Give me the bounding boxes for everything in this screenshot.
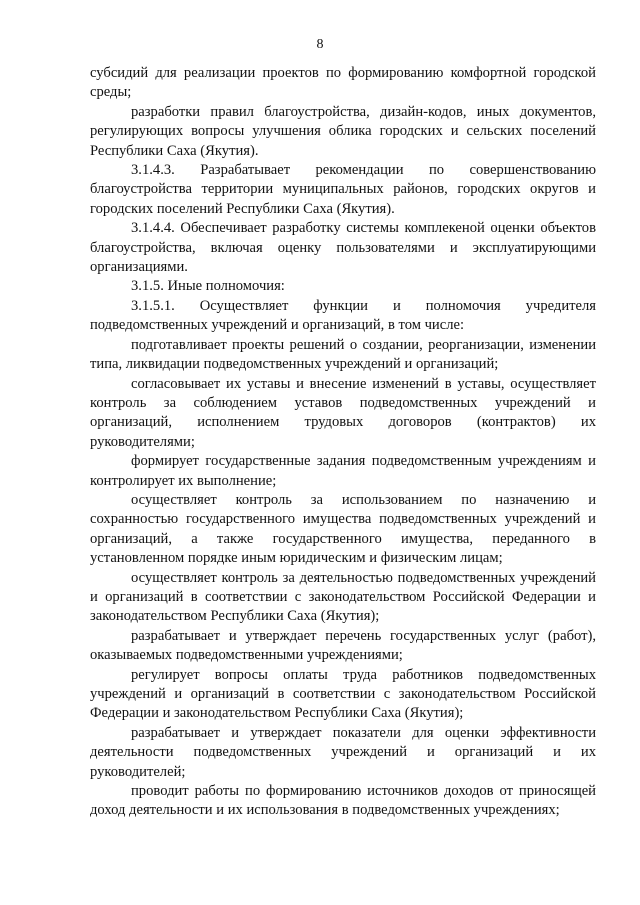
paragraph: 3.1.5.1. Осуществляет функции и полномочия учредителя подведомственных учреждений и организаций, в том числе: [90,297,596,334]
paragraph: разрабатывает и утверждает перечень государственных услуг (работ), оказываемых подведомственными учреждениями; [90,627,596,664]
paragraph: осуществляет контроль за деятельностью подведомственных учреждений и организаций в соответствии с законодательством Российской Федерации и законодательством Республики Саха (Якутия); [90,569,596,625]
paragraph: 3.1.4.3. Разрабатывает рекомендации по совершенствованию благоустройства территории муниципальных районов, городских округов и городских поселений Республики Саха (Якутия). [90,162,596,217]
paragraph: регулирует вопросы оплаты труда работников подведомственных учреждений и организаций в соответствии с законодательством Российской Федерации и законодательством Республики Саха (Якутия); [90,666,596,722]
document-body [90,64,596,821]
paragraph: 3.1.5. Иные полномочия: [131,278,285,295]
paragraph: осуществляет контроль за использованием по назначению и сохранностью государственного имущества подведомственных учреждений и организаций, а также государственного имущества, переданного в установленном порядке иным юридическим и физическим лицам; [90,491,596,567]
paragraph: субсидий для реализации проектов по формированию комфортной городской среды; [90,65,596,101]
paragraph: разрабатывает и утверждает показатели для оценки эффективности деятельности подведомственных учреждений и организаций и их руководителей; [90,724,596,780]
paragraph: формирует государственные задания подведомственным учреждениям и контролирует их выполнение; [90,453,596,489]
page-number: 8 [316,37,324,52]
paragraph: согласовывает их уставы и внесение изменений в уставы, осуществляет контроль за соблюдением уставов подведомственных учреждений и организаций, исполнением трудовых договоров (контрактов) их руководителями; [90,375,596,450]
paragraph: подготавливает проекты решений о создании, реорганизации, изменении типа, ликвидации подведомственных учреждений и организаций; [90,336,596,373]
paragraph: разработки правил благоустройства, дизайн-кодов, иных документов, регулирующих вопросы улучшения облика городских и сельских поселений Республики Саха (Якутия). [90,103,596,159]
paragraph: проводит работы по формированию источников доходов от приносящей доход деятельности и их использования в подведомственных учреждениях; [90,783,596,819]
paragraph: 3.1.4.4. Обеспечивает разработку системы комплекеной оценки объектов благоустройства, включая оценку пользователями и эксплуатирующими организациями. [90,220,596,276]
